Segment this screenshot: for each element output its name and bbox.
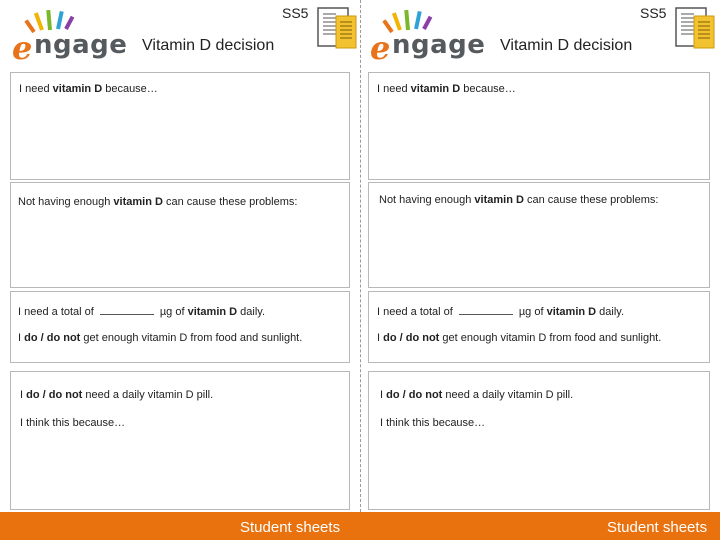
footer-label: Student sheets — [240, 519, 341, 536]
pill-prompt: I do / do not need a daily vitamin D pill. — [380, 389, 574, 401]
worksheet-icon — [316, 4, 360, 52]
pill-box[interactable] — [10, 371, 350, 510]
pill-prompt: I do / do not need a daily vitamin D pill. — [20, 389, 214, 401]
enough-prompt: I do / do not get enough vitamin D from food and sunlight. — [18, 332, 303, 344]
problems-box[interactable] — [10, 182, 350, 288]
need-prompt: I need vitamin D because… — [377, 83, 516, 95]
think-prompt: I think this because… — [20, 417, 126, 429]
total-prompt: I need a total of µg of vitamin D daily. — [377, 306, 625, 318]
sheet-code: SS5 — [282, 5, 309, 21]
think-prompt: I think this because… — [380, 417, 486, 429]
engage-logo — [370, 8, 500, 67]
amount-box — [10, 291, 350, 363]
logo-letter: e — [12, 29, 33, 67]
sheet-title: Vitamin D decision — [500, 37, 633, 54]
need-box[interactable] — [10, 72, 350, 180]
sheet-title: Vitamin D decision — [142, 37, 275, 54]
total-prompt: I need a total of µg of vitamin D daily. — [18, 306, 266, 318]
pill-box[interactable] — [368, 371, 710, 510]
problems-prompt: Not having enough vitamin D can cause these problems: — [379, 194, 659, 206]
footer-label: Student sheets — [607, 519, 708, 536]
total-blank[interactable] — [100, 304, 154, 315]
total-blank[interactable] — [459, 304, 513, 315]
engage-logo — [12, 8, 142, 67]
logo-text: ngage — [34, 30, 128, 60]
problems-box[interactable] — [368, 182, 710, 288]
amount-box — [368, 291, 710, 363]
need-prompt: I need vitamin D because… — [19, 83, 158, 95]
enough-prompt: I do / do not get enough vitamin D from food and sunlight. — [377, 332, 662, 344]
logo-text: ngage — [392, 30, 486, 60]
logo-letter: e — [370, 29, 391, 67]
need-box[interactable] — [368, 72, 710, 180]
sheet-code: SS5 — [640, 5, 667, 21]
worksheet-icon — [674, 4, 718, 52]
problems-prompt: Not having enough vitamin D can cause these problems: — [18, 196, 298, 208]
worksheet-right — [360, 0, 720, 540]
